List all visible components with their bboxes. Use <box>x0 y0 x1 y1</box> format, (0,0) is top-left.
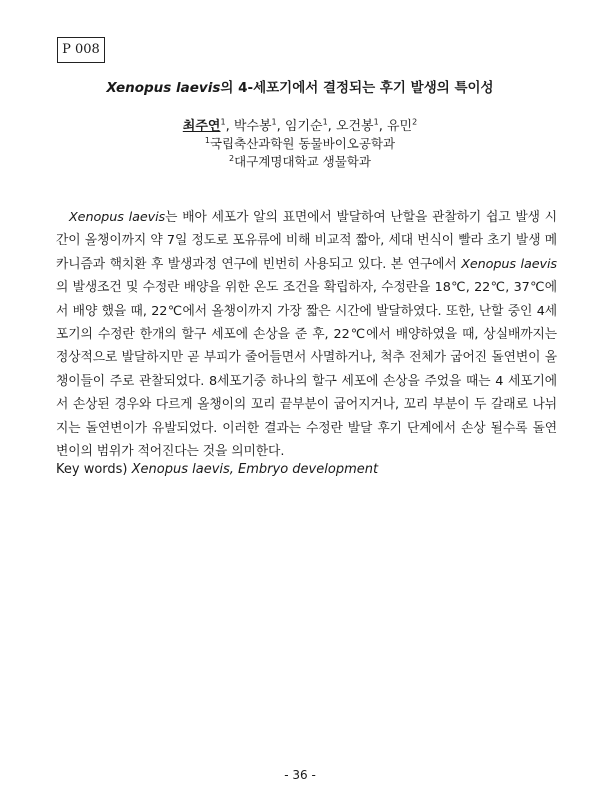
author-separator: , <box>327 119 336 134</box>
page-number: - 36 - <box>284 768 316 782</box>
affiliation-1 <box>0 134 600 152</box>
author-affiliation-mark: 2 <box>412 117 418 127</box>
keywords-label: Key words) <box>56 462 128 477</box>
author-separator: , <box>276 119 285 134</box>
author-affiliation-mark: 1 <box>322 117 328 127</box>
keywords-line <box>56 462 378 477</box>
affiliation-2 <box>0 152 600 170</box>
abstract-text-part-2: 의 발생조건 및 수정란 배양을 위한 온도 조건을 확립하자, 수정란을 18℃, 22℃, 37℃에서 배양 했을 때, 22℃에서 올챙이까지 가장 짧은 시간에 발달하였다. 또한, 난할 중인 4세포기의 수정란 한개의 할구 세포에 손상을 준 후, 22℃에서 배양하였을 때, 상실배까지는 정상적으로 발달하지만 곧 부피가 줄어들면서 사멸하거나, 척추 전체가 굽어진 돌연변이 올챙이들이 주로 관찰되었다. 8세포기중 하나의 할구 세포에 손상을 주었을 때는 4 세포기에서 손상된 경우와 다르게 올챙이의 꼬리 끝부분이 굽어지거나, 꼬리 부분이 두 갈래로 나뉘지는 돌연변이가 유발되었다. 이러한 결과는 수정란 발달 후기 단계에서 손상 될수록 돌연변이의 범위가 적어진다는 것을 의미한다. <box>56 280 557 460</box>
title-species: Xenopus laevis <box>106 80 221 96</box>
author-name: 임기순 <box>284 119 323 134</box>
abstract-species: Xenopus laevis <box>461 256 557 272</box>
affiliation-mark: 2 <box>229 153 235 163</box>
paper-title <box>0 76 600 96</box>
author-affiliation-mark: 1 <box>220 117 226 127</box>
affiliation-text: 국립축산과학원 동물바이오공학과 <box>209 136 396 151</box>
abstract-text-part-1: 는 배아 세포가 알의 표면에서 발달하여 난할을 관찰하기 쉽고 발생 시간이 올챙이까지 약 7일 정도로 포유류에 비해 비교적 짧아, 세대 번식이 빨라 초기 발생 메카니즘과 핵치환 후 발생과정 연구에 빈번히 사용되고 있다. 본 연구에서 <box>56 210 557 272</box>
poster-code-box: P 008 <box>57 37 105 63</box>
title-text: 의 4-세포기에서 결정되는 후기 발생의 특이성 <box>220 80 494 96</box>
affiliation-text: 대구계명대학교 생물학과 <box>234 154 371 169</box>
affiliation-mark: 1 <box>204 135 210 145</box>
author-name: 유민 <box>386 119 413 134</box>
author-name: 최주연 <box>182 119 221 134</box>
author-separator: , <box>225 119 234 134</box>
author-affiliation-mark: 1 <box>271 117 277 127</box>
author-separator: , <box>378 119 387 134</box>
abstract-species: Xenopus laevis <box>69 210 166 225</box>
author-name: 오건봉 <box>335 119 374 134</box>
abstract-body <box>56 206 557 463</box>
author-list <box>0 115 600 134</box>
author-name: 박수봉 <box>233 119 272 134</box>
author-affiliation-mark: 1 <box>373 117 379 127</box>
keywords-terms: Xenopus laevis, Embryo development <box>131 462 379 477</box>
